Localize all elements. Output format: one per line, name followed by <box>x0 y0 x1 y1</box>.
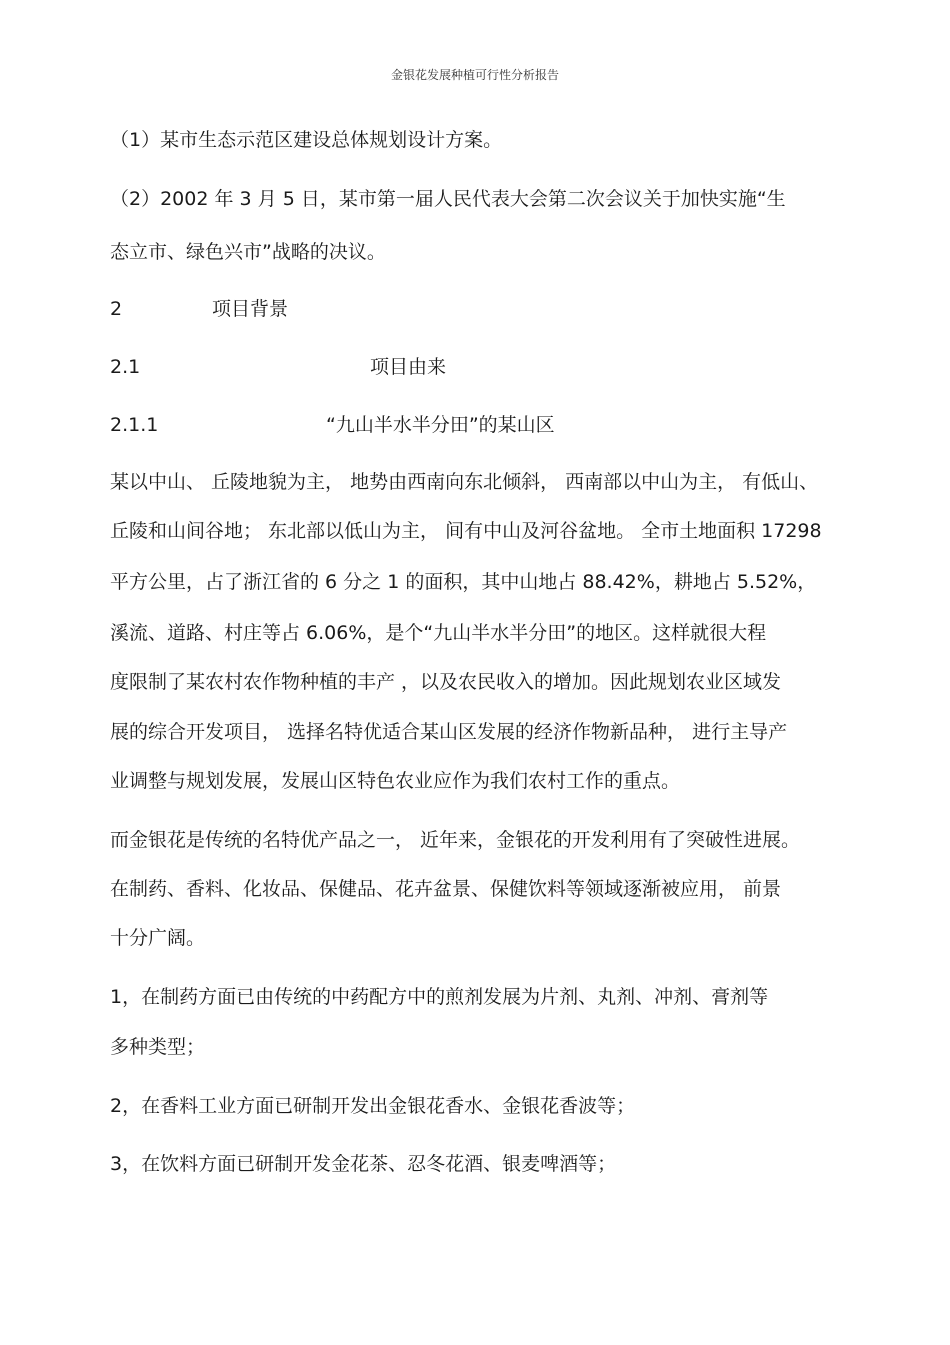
heading-2-1-1-title: “九山半水半分田”的某山区 <box>326 414 555 436</box>
list-item-1: 1，在制药方面已由传统的中药配方中的煎剂发展为片剂、丸剂、冲剂、膏剂等 <box>110 986 769 1008</box>
heading-2-1-title: 项目由来 <box>370 356 447 378</box>
list-item-2: 2，在香料工业方面已研制开发出金银花香水、金银花香波等； <box>110 1095 636 1117</box>
list-item-1-cont: 多种类型； <box>110 1036 206 1058</box>
list-item-3: 3，在饮料方面已研制开发金花茶、忍冬花酒、银麦啤酒等； <box>110 1153 617 1175</box>
page-header-title: 金银花发展种植可行性分析报告 <box>390 68 559 82</box>
paragraph-1-line-7: 业调整与规划发展，发展山区特色农业应作为我们农村工作的重点。 <box>110 770 681 792</box>
heading-2-1-1-number: 2.1.1 <box>110 414 159 436</box>
heading-2-1-number: 2.1 <box>110 356 141 378</box>
paragraph-1-line-3: 平方公里，占了浙江省的 6 分之 1 的面积，其中山地占 88.42%，耕地占 5.52%， <box>110 571 817 593</box>
paragraph-1-line-4: 溪流、道路、村庄等占 6.06%，是个“九山半水半分田”的地区。这样就很大程 <box>110 622 767 644</box>
heading-2-title: 项目背景 <box>212 298 289 320</box>
reference-line-1: （1）某市生态示范区建设总体规划设计方案。 <box>110 129 503 151</box>
reference-line-2-cont: 态立市、绿色兴市”战略的决议。 <box>110 241 386 263</box>
paragraph-1-line-1: 某以中山、 丘陵地貌为主， 地势由西南向东北倾斜， 西南部以中山为主， 有低山、 <box>110 471 819 493</box>
paragraph-2-line-3: 十分广阔。 <box>110 927 206 949</box>
paragraph-2-line-1: 而金银花是传统的名特优产品之一， 近年来，金银花的开发利用有了突破性进展。 <box>110 829 801 851</box>
paragraph-2-line-2: 在制药、香料、化妆品、保健品、花卉盆景、保健饮料等领域逐渐被应用， 前景 <box>110 878 782 900</box>
reference-line-2: （2）2002 年 3 月 5 日，某市第一届人民代表大会第二次会议关于加快实施“生 <box>110 188 786 210</box>
paragraph-1-line-5: 度限制了某农村农作物种植的丰产 ，以及农民收入的增加。因此规划农业区域发 <box>110 671 782 693</box>
paragraph-1-line-2: 丘陵和山间谷地； 东北部以低山为主， 间有中山及河谷盆地。 全市土地面积 17298 <box>110 520 822 542</box>
paragraph-1-line-6: 展的综合开发项目， 选择名特优适合某山区发展的经济作物新品种， 进行主导产 <box>110 721 788 743</box>
heading-2-number: 2 <box>110 298 123 320</box>
